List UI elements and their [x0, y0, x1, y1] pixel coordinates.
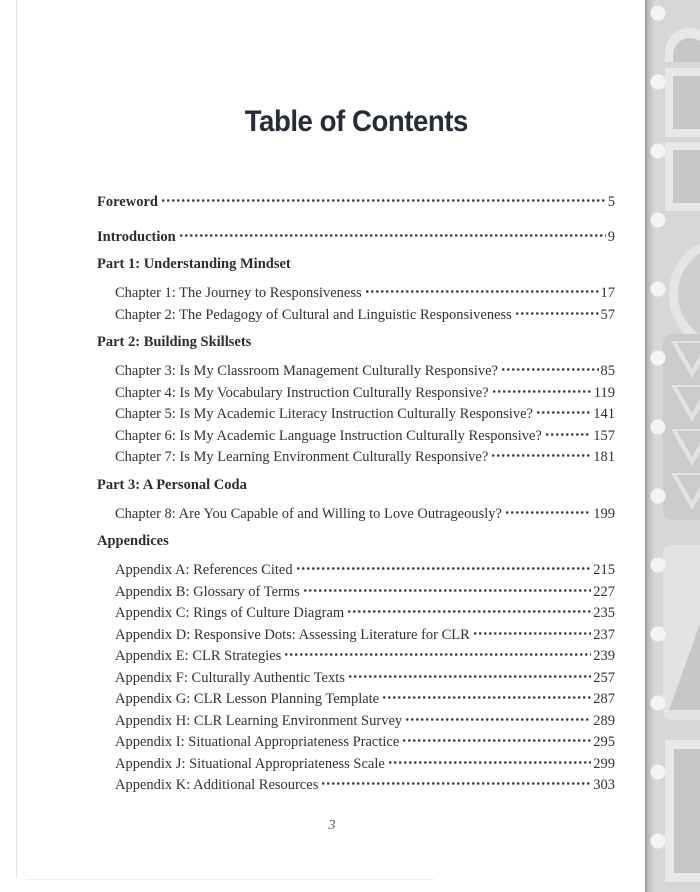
toc-entry-label: Chapter 1: The Journey to Responsiveness [115, 285, 362, 301]
dot-leader [405, 703, 592, 725]
toc-entry-label: Chapter 8: Are You Capable of and Willing to Love Outrageously? [115, 505, 502, 522]
toc-entry-page: 57 [600, 306, 615, 323]
toc-entry-page: 287 [593, 691, 615, 707]
toc-entry-label: Part 3: A Personal Coda [97, 476, 247, 493]
toc-entry-page: 215 [593, 562, 615, 578]
toc-row [97, 254, 615, 276]
toc-section [97, 184, 615, 210]
dot-leader [179, 219, 607, 241]
dot-leader [284, 639, 592, 661]
triangle-down-icon [671, 341, 700, 378]
toc-row [97, 531, 615, 553]
toc-entry-page: 199 [593, 505, 615, 522]
toc-entry-label: Appendices [97, 533, 169, 549]
dot-leader [347, 596, 592, 618]
toc-entry-page: 295 [593, 734, 615, 750]
toc-entry-page: 5 [607, 193, 615, 210]
dot-leader [501, 354, 600, 376]
toc-entry-page: 239 [593, 648, 615, 664]
toc-entry-page: 157 [593, 427, 615, 444]
toc-entry-label: Appendix E: CLR Strategies [115, 648, 282, 664]
page-title [97, 104, 615, 140]
toc-section [97, 219, 615, 245]
toc-section [97, 531, 615, 793]
square-frame-icon [665, 142, 700, 211]
dot-leader [388, 746, 592, 768]
toc-entry-label: Chapter 3: Is My Classroom Management Culturally Responsive? [115, 363, 498, 379]
toc-entry-label: Appendix G: CLR Lesson Planning Template [115, 691, 380, 707]
dot-leader [492, 375, 593, 397]
toc-entry-label: Appendix D: Responsive Dots: Assessing Literature for CLR [115, 626, 470, 643]
toc-row [97, 276, 615, 301]
dot-leader [161, 184, 607, 206]
rect-frame-icon [665, 740, 700, 882]
arch-shape-icon [665, 28, 700, 62]
toc-row [97, 496, 615, 522]
toc-entry-label: Appendix I: Situational Appropriateness Practice [115, 734, 400, 750]
page-number: 3 [328, 818, 336, 833]
toc-entry-label: Part 1: Understanding Mindset [97, 256, 291, 272]
toc-row [97, 219, 615, 245]
toc-row [97, 332, 615, 354]
toc-entry-page: 17 [600, 285, 615, 301]
toc-entry-label: Chapter 5: Is My Academic Literacy Instruction Culturally Responsive? [115, 406, 533, 422]
dot-leader [515, 297, 600, 319]
decorative-side-strip [645, 0, 700, 892]
triangle-down-icon [671, 385, 700, 422]
toc-entry-page: 181 [593, 449, 615, 465]
toc-entry-label: Introduction [97, 228, 176, 245]
toc-entry-label: Chapter 4: Is My Vocabulary Instruction Culturally Responsive? [115, 384, 489, 401]
dot-leader [365, 276, 600, 298]
toc-entry-label: Foreword [97, 193, 158, 210]
toc-entry-page: 303 [593, 777, 615, 793]
dot-leader [303, 574, 592, 596]
toc-section [97, 475, 615, 522]
dot-leader [321, 768, 592, 790]
toc-entry-label: Appendix F: Culturally Authentic Texts [115, 669, 345, 686]
toc-entry-label: Appendix K: Additional Resources [115, 777, 319, 793]
dot-leader [491, 440, 592, 462]
dot-leader [536, 397, 592, 419]
toc-entry-label: Appendix C: Rings of Culture Diagram [115, 605, 345, 621]
square-frame-icon [665, 68, 700, 137]
toc-entry-page: 299 [593, 755, 615, 772]
toc-entry-label: Chapter 6: Is My Academic Language Instruction Culturally Responsive? [115, 427, 542, 444]
toc-section [97, 254, 615, 323]
dot-column-icon [648, 0, 668, 892]
triangle-down-icon [671, 429, 700, 466]
toc-row [97, 553, 615, 578]
toc-section [97, 332, 615, 465]
toc-list [97, 184, 615, 793]
dot-leader [473, 617, 592, 639]
toc-entry-page: 9 [607, 228, 615, 245]
triangle-up-panel [663, 545, 700, 720]
toc-entry-page: 85 [600, 363, 615, 379]
toc-entry-label: Chapter 7: Is My Learning Environment Culturally Responsive? [115, 449, 489, 465]
toc-entry-page: 237 [593, 626, 615, 643]
toc-entry-page: 119 [593, 384, 615, 401]
toc-entry-page: 289 [593, 712, 615, 729]
toc-entry-label: Appendix B: Glossary of Terms [115, 583, 300, 600]
toc-entry-label: Appendix A: References Cited [115, 562, 293, 578]
toc-entry-label: Chapter 2: The Pedagogy of Cultural and Linguistic Responsiveness [115, 306, 512, 323]
toc-entry-page: 257 [593, 669, 615, 686]
triangles-down-panel [663, 334, 700, 520]
dot-leader [505, 496, 592, 518]
dot-leader [382, 682, 592, 704]
dot-leader [348, 660, 592, 682]
toc-entry-label: Appendix J: Situational Appropriateness Scale [115, 755, 385, 772]
page-edge-left [16, 0, 17, 878]
toc-row [97, 184, 615, 210]
toc-entry-page: 141 [593, 406, 615, 422]
toc-entry-page: 235 [593, 605, 615, 621]
toc-row [97, 475, 615, 497]
triangle-up-icon [669, 565, 700, 710]
dot-leader [402, 725, 592, 747]
page-edge-bottom [26, 879, 434, 880]
dot-leader [545, 418, 592, 440]
dot-leader [296, 553, 593, 575]
toc-entry-label: Part 2: Building Skillsets [97, 334, 252, 350]
page-title-text: Table of Contents [244, 105, 468, 138]
toc-entry-page: 227 [593, 583, 615, 600]
toc-entry-label: Appendix H: CLR Learning Environment Survey [115, 712, 403, 729]
toc-row [97, 354, 615, 379]
triangle-down-icon [671, 473, 700, 510]
